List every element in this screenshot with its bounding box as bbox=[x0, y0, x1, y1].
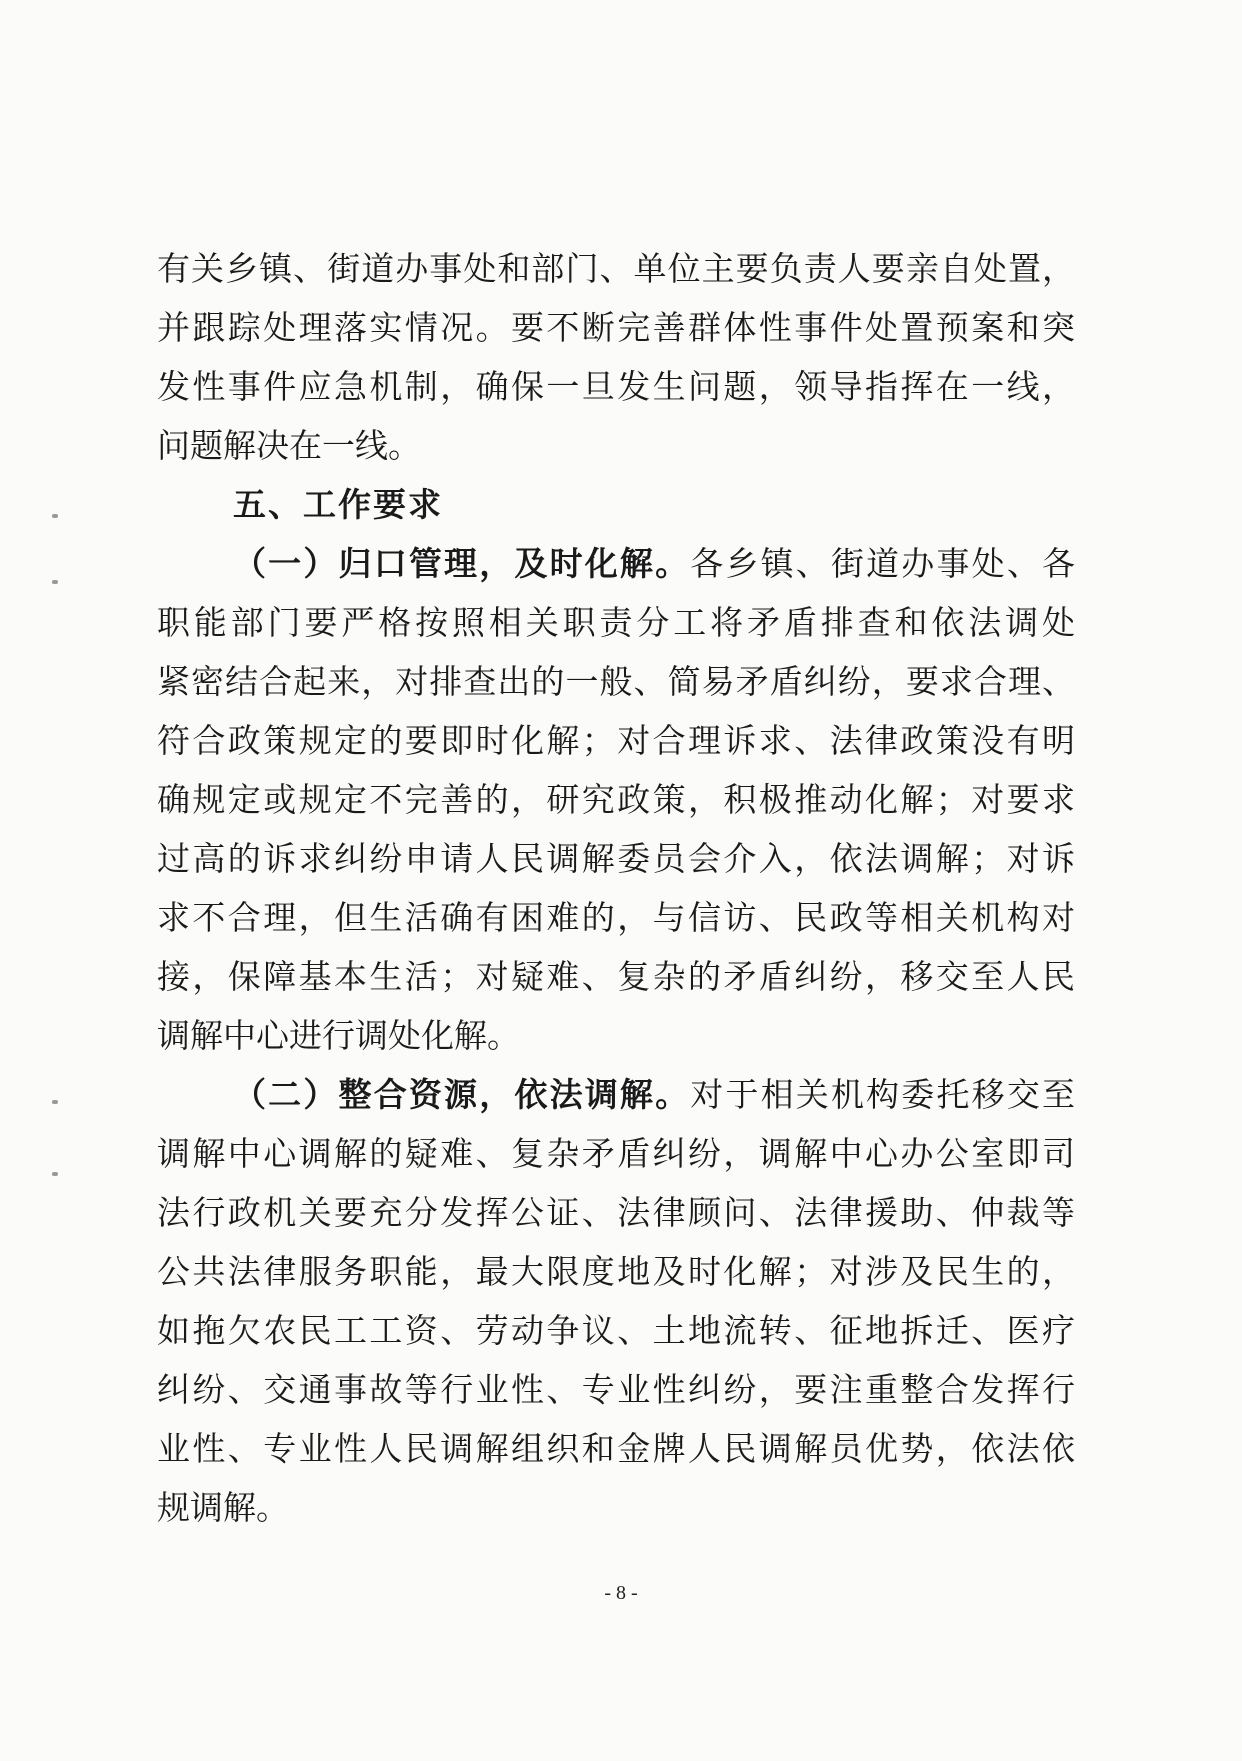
text-line: 接，保障基本生活；对疑难、复杂的矛盾纠纷，移交至人民 bbox=[157, 957, 1075, 996]
text-line: 有关乡镇、街道办事处和部门、单位主要负责人要亲自处置， bbox=[157, 249, 1075, 288]
binding-hole-mark bbox=[52, 1100, 58, 1104]
section-heading: 五、工作要求 bbox=[233, 485, 443, 524]
paragraph bbox=[157, 1065, 1075, 1537]
text-line: 公共法律服务职能，最大限度地及时化解；对涉及民生的， bbox=[157, 1252, 1075, 1291]
text-line: 纠纷、交通事故等行业性、专业性纠纷，要注重整合发挥行 bbox=[157, 1370, 1075, 1409]
binding-hole-mark bbox=[52, 580, 58, 584]
sub-heading: （一）归口管理，及时化解。 bbox=[233, 544, 691, 583]
text-line: 求不合理，但生活确有困难的，与信访、民政等相关机构对 bbox=[157, 898, 1075, 937]
text-line: 符合政策规定的要即时化解；对合理诉求、法律政策没有明 bbox=[157, 721, 1075, 760]
text-line: 并跟踪处理落实情况。要不断完善群体性事件处置预案和突 bbox=[157, 308, 1075, 347]
paragraph bbox=[157, 534, 1075, 1065]
text-line: 调解中心调解的疑难、复杂矛盾纠纷，调解中心办公室即司 bbox=[157, 1134, 1075, 1173]
sub-heading: （二）整合资源，依法调解。 bbox=[233, 1075, 691, 1114]
text-line: 确规定或规定不完善的，研究政策，积极推动化解；对要求 bbox=[157, 780, 1075, 819]
text-run: 各乡镇、街道办事处、各 bbox=[690, 544, 1076, 583]
text-run: 对于相关机构委托移交至 bbox=[690, 1075, 1076, 1114]
paragraph bbox=[157, 239, 1075, 475]
text-line: 业性、专业性人民调解组织和金牌人民调解员优势，依法依 bbox=[157, 1429, 1075, 1468]
page-number: - 8 - bbox=[604, 1582, 638, 1604]
text-line: 如拖欠农民工工资、劳动争议、土地流转、征地拆迁、医疗 bbox=[157, 1311, 1075, 1350]
text-line: 调解中心进行调处化解。 bbox=[157, 1016, 520, 1055]
binding-hole-mark bbox=[52, 1172, 58, 1176]
text-line: 紧密结合起来，对排查出的一般、简易矛盾纠纷，要求合理、 bbox=[157, 662, 1075, 701]
text-line: 发性事件应急机制，确保一旦发生问题，领导指挥在一线， bbox=[157, 367, 1075, 406]
binding-hole-mark bbox=[52, 514, 58, 518]
text-line: 过高的诉求纠纷申请人民调解委员会介入，依法调解；对诉 bbox=[157, 839, 1075, 878]
text-line bbox=[157, 534, 1075, 593]
text-line: 法行政机关要充分发挥公证、法律顾问、法律援助、仲裁等 bbox=[157, 1193, 1075, 1232]
text-line: 问题解决在一线。 bbox=[157, 426, 421, 465]
text-line bbox=[157, 1065, 1075, 1124]
text-line: 规调解。 bbox=[157, 1488, 289, 1527]
text-line: 职能部门要严格按照相关职责分工将矛盾排查和依法调处 bbox=[157, 603, 1075, 642]
document-body bbox=[157, 239, 1075, 1537]
